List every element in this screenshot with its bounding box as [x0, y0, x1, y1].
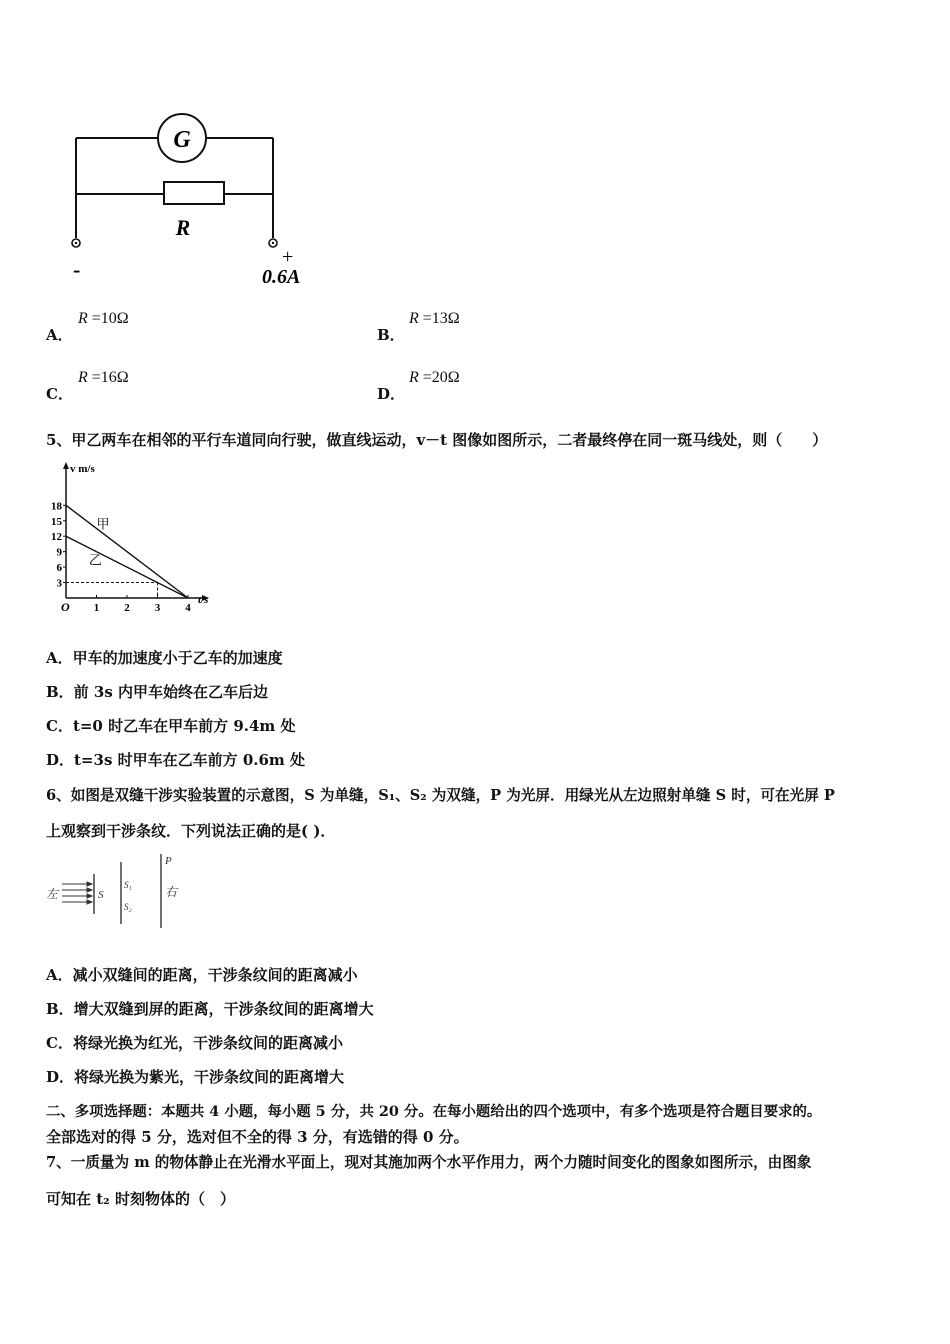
q7-line1: 7、一质量为 m 的物体静止在光滑水平面上，现对其施加两个水平作用力，两个力随时间变化的图象如图所示，由图象: [46, 1154, 812, 1171]
p-label: P: [165, 855, 172, 867]
q6-option-b[interactable]: B．增大双缝到屏的距离，干涉条纹间的距离增大: [46, 1000, 374, 1018]
plus-label: +: [282, 246, 294, 268]
y-tick-label: 6: [56, 562, 62, 575]
y-tick-label: 9: [56, 546, 62, 559]
q5-stem: 5、甲乙两车在相邻的平行车道同向行驶，做直线运动，v－t 图像如图所示，二者最终停在同一斑马线处，则（ ）: [46, 431, 828, 449]
origin-label: O: [61, 600, 70, 613]
s1-label: S₁: [124, 880, 132, 890]
q5-option-d[interactable]: D．t=3s 时甲车在乙车前方 0.6m 处: [46, 751, 306, 769]
series-yi-line: [66, 536, 188, 598]
galvanometer-label: G: [173, 127, 191, 153]
range-label: 0.6A: [262, 266, 301, 288]
vt-graph: [44, 458, 224, 613]
x-axis-label: t/s: [198, 594, 209, 606]
minus-label: -: [73, 257, 81, 282]
q4-option-a[interactable]: A． R =10Ω: [46, 310, 129, 344]
y-tick-label: 18: [51, 500, 62, 513]
series-jia-label: 甲: [96, 516, 110, 532]
q4-option-c[interactable]: C． R =16Ω: [46, 369, 129, 403]
section2-line1: 二、多项选择题：本题共 4 小题，每小题 5 分，共 20 分。在每小题给出的四个选项中，有多个选项是符合题目要求的。: [46, 1103, 822, 1120]
q6-option-d[interactable]: D．将绿光换为紫光，干涉条纹间的距离增大: [46, 1068, 345, 1086]
q6-stem-line2: 上观察到干涉条纹．下列说法正确的是( )．: [46, 822, 336, 840]
series-yi-label: 乙: [88, 552, 102, 568]
resistor: [164, 182, 224, 204]
x-tick-label: 2: [124, 602, 130, 613]
q4-option-d[interactable]: D． R =20Ω: [377, 369, 460, 403]
x-tick-label: 4: [185, 602, 191, 613]
left-label: 左: [46, 887, 59, 901]
x-tick-label: 1: [93, 602, 100, 613]
series-jia-line: [66, 505, 188, 598]
x-tick-label: 3: [154, 602, 161, 613]
q4-option-b[interactable]: B． R =13Ω: [377, 310, 460, 344]
resistor-label: R: [175, 215, 191, 240]
q6-option-a[interactable]: A．减小双缝间的距离，干涉条纹间的距离减小: [46, 966, 358, 984]
y-tick-label: 12: [51, 531, 62, 544]
circuit-diagram: [60, 105, 340, 290]
q6-stem-line1: 6、如图是双缝干涉实验装置的示意图，S 为单缝，S₁、S₂ 为双缝，P 为光屏．用绿光从左边照射单缝 S 时，可在光屏 P: [46, 787, 835, 804]
s-label: S: [98, 889, 104, 901]
y-tick-label: 15: [51, 515, 62, 528]
right-label: 右: [165, 885, 178, 899]
q5-option-b[interactable]: B．前 3s 内甲车始终在乙车后边: [46, 683, 269, 701]
double-slit-diagram: [44, 852, 194, 930]
s2-label: S₂: [124, 902, 132, 912]
y-axis-label: v m/s: [70, 463, 95, 475]
q6-option-c[interactable]: C．将绿光换为红光，干涉条纹间的距离减小: [46, 1034, 343, 1052]
y-tick-label: 3: [56, 577, 62, 590]
section2-line2: 全部选对的得 5 分，选对但不全的得 3 分，有选错的得 0 分。: [46, 1128, 469, 1146]
q5-option-c[interactable]: C．t=0 时乙车在甲车前方 9.4m 处: [46, 717, 296, 735]
q7-line2: 可知在 t₂ 时刻物体的（ ）: [46, 1190, 235, 1208]
q5-option-a[interactable]: A．甲车的加速度小于乙车的加速度: [46, 649, 283, 667]
